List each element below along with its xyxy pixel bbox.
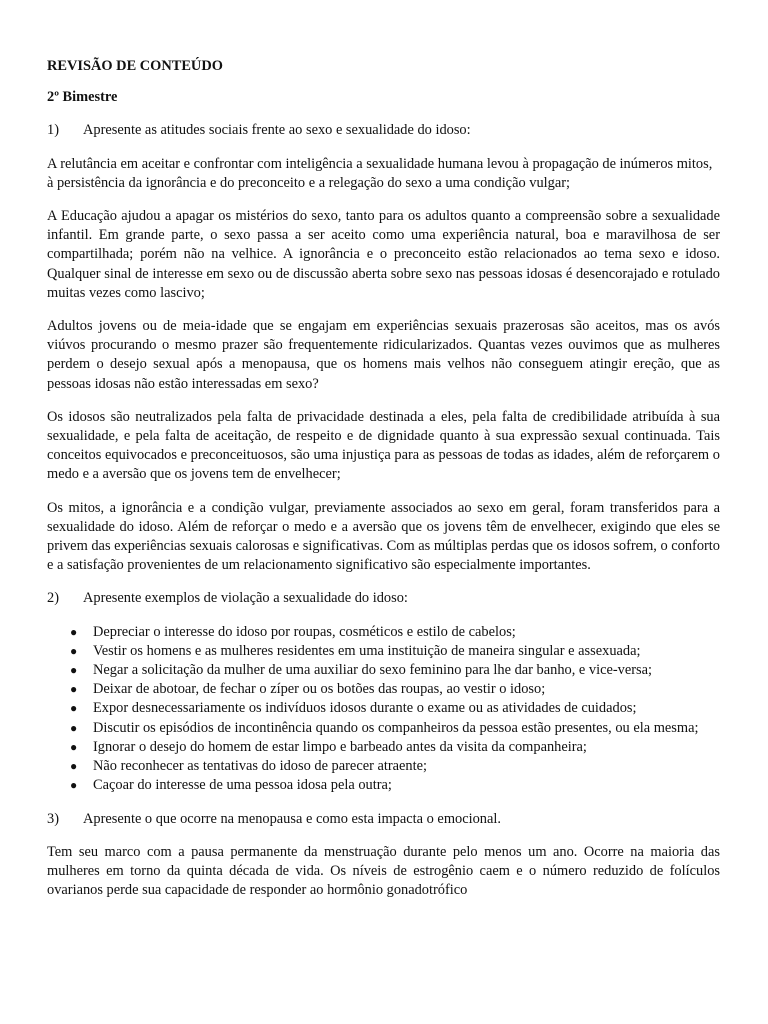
- answer-paragraph: Tem seu marco com a pausa permanente da menstruação durante pelo menos um ano. Ocorre na maioria das mulheres em torno da quinta década de vida. Os níveis de estrogênio caem e o número reduzido de folículos ovarianos perde sua capacidade de responder ao hormônio gonadotrófico: [47, 843, 720, 899]
- list-item: [47, 642, 720, 661]
- bullet-icon: ●: [70, 624, 78, 639]
- question-1: [47, 121, 720, 140]
- list-item: [47, 623, 720, 642]
- document-title: REVISÃO DE CONTEÚDO: [47, 58, 223, 74]
- document-subtitle: 2º Bimestre: [47, 89, 118, 106]
- list-item-text: Não reconhecer as tentativas do idoso de parecer atraente;: [93, 758, 428, 775]
- bullet-icon: ●: [70, 663, 78, 678]
- answer-paragraph: Os mitos, a ignorância e a condição vulgar, previamente associados ao sexo em geral, foram transferidos para a sexualidade do idoso. Além de reforçar o medo e a aversão que os jovens têm de envelhecer, exigindo que eles se privem das experiências sexuais calorosas e significativas. Com as múltiplas perdas que os idosos sofrem, o conforto e a satisfação provenientes de um relacionamento significativo são especialmente importantes.: [47, 499, 721, 574]
- bullet-icon: ●: [70, 701, 78, 716]
- list-item: [47, 699, 720, 718]
- bullet-icon: ●: [70, 720, 78, 735]
- list-item-text: Expor desnecessariamente os indivíduos idosos durante o exame ou as atividades de cuidados;: [93, 700, 637, 717]
- question-text: Apresente as atitudes sociais frente ao sexo e sexualidade do idoso:: [83, 122, 471, 139]
- list-item: [47, 738, 720, 757]
- list-item-text: Caçoar do interesse de uma pessoa idosa pela outra;: [93, 777, 392, 794]
- question-text: Apresente exemplos de violação a sexualidade do idoso:: [83, 590, 408, 607]
- list-item: [47, 776, 720, 795]
- answer-paragraph: A Educação ajudou a apagar os mistérios do sexo, tanto para os adultos quanto a compreensão sobre a sexualidade infantil. Em grande parte, o sexo passa a ser aceito como uma experiência natural, boa e maravilhosa de ser compartilhada; porém não na velhice. A ignorância e o preconceito estão relacionados ao tema sexo e idoso. Qualquer sinal de interesse em sexo ou de discussão aberta sobre sexo nas pessoas idosas é desencorajado e rotulado muitas vezes como lascivo;: [47, 208, 720, 301]
- question-2: [47, 589, 720, 608]
- answer-paragraph: A relutância em aceitar e confrontar com inteligência a sexualidade humana levou à propagação de inúmeros mitos, à persistência da ignorância e do preconceito e a relegação do sexo a uma condição vulgar;: [47, 155, 713, 191]
- question-number: 3): [47, 810, 59, 827]
- question-text: Apresente o que ocorre na menopausa e como esta impacta o emocional.: [83, 810, 501, 827]
- answer-paragraph: Os idosos são neutralizados pela falta de privacidade destinada a eles, pela falta de credibilidade atribuída à sua sexualidade, e pela falta de aceitação, de respeito e de dignidade quanto à sua expressão sexual continuada. Tais conceitos equivocados e preconceituosos, são uma injustiça para as pessoas de todas as idades, além de reforçarem o medo e a aversão que os jovens tem de envelhecer;: [47, 408, 720, 483]
- list-item-text: Discutir os episódios de incontinência quando os companheiros da pessoa estão presentes, ou ela mesma;: [93, 719, 699, 736]
- bullet-icon: ●: [70, 759, 78, 774]
- bullet-icon: ●: [70, 682, 78, 697]
- question-number: 1): [47, 122, 59, 139]
- violation-examples-list: [47, 623, 720, 796]
- bullet-icon: ●: [70, 778, 78, 793]
- answer-paragraph: Adultos jovens ou de meia-idade que se engajam em experiências sexuais prazerosas são aceitos, mas os avós viúvos procurando o mesmo prazer são frequentemente ridicularizados. Quantas vezes ouvimos que as mulheres perdem o desejo sexual após a menopausa, que os homens mais velhos não conseguem atingir ereção, que as pessoas idosas não estão interessadas em sexo?: [47, 318, 720, 392]
- bullet-icon: ●: [70, 739, 78, 754]
- list-item-text: Depreciar o interesse do idoso por roupas, cosméticos e estilo de cabelos;: [93, 623, 516, 640]
- list-item: [47, 661, 720, 680]
- question-number: 2): [47, 590, 59, 607]
- list-item-text: Vestir os homens e as mulheres residentes em uma instituição de maneira singular e assexuada;: [93, 642, 641, 659]
- list-item-text: Deixar de abotoar, de fechar o zíper ou os botões das roupas, ao vestir o idoso;: [93, 681, 546, 698]
- list-item-text: Negar a solicitação da mulher de uma auxiliar do sexo feminino para lhe dar banho, e vice-versa;: [93, 662, 653, 679]
- list-item: [47, 719, 720, 738]
- list-item: [47, 680, 720, 699]
- question-3: [47, 810, 720, 829]
- list-item-text: Ignorar o desejo do homem de estar limpo e barbeado antes da visita da companheira;: [93, 738, 587, 755]
- bullet-icon: ●: [70, 643, 78, 658]
- list-item: [47, 757, 720, 776]
